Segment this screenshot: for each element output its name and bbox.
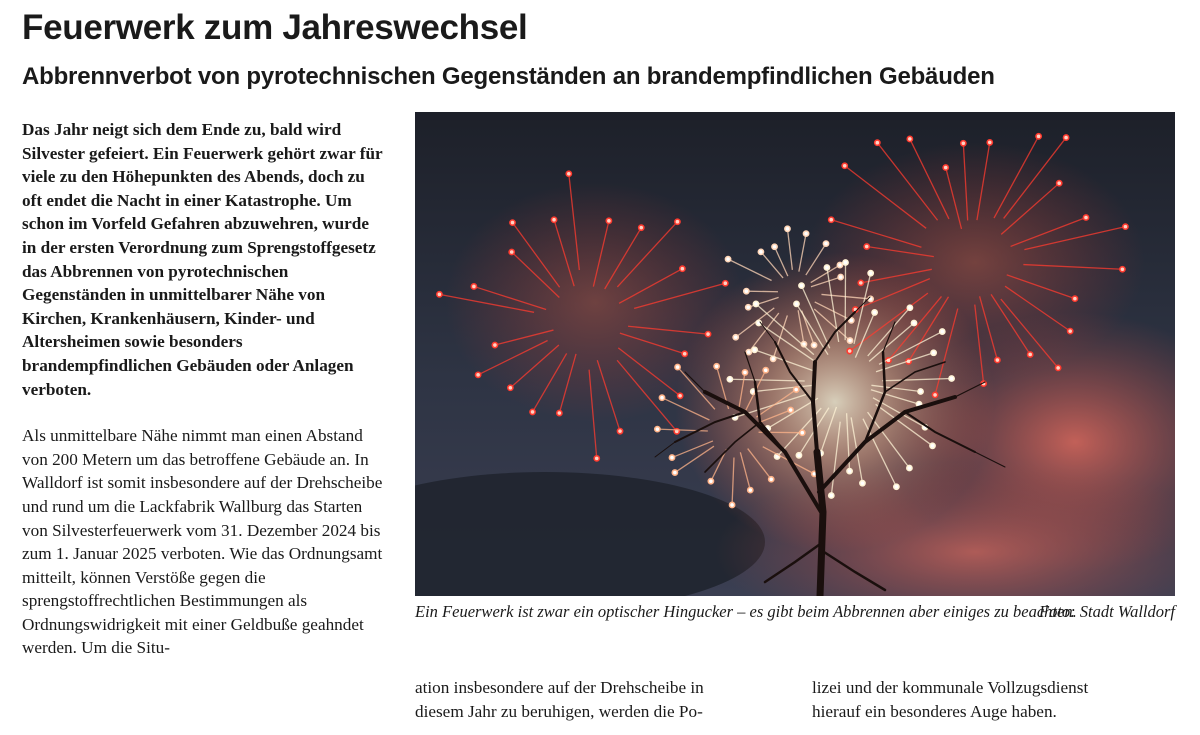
firework-spark xyxy=(907,305,912,310)
firework-spark xyxy=(557,410,562,415)
firework-spark xyxy=(788,407,793,412)
firework-spark xyxy=(796,453,801,458)
firework-spark xyxy=(708,479,713,484)
firework-spark xyxy=(729,502,734,507)
firework-spark xyxy=(705,332,710,337)
article-text-line: lizei und der kommunale Vollzugsdienst xyxy=(812,678,1089,697)
firework-spark xyxy=(829,217,834,222)
photo-caption-text: Ein Feuerwerk ist zwar ein optischer Hingucker – es gibt beim Abbrennen aber einiges zu beachten. xyxy=(415,602,1077,621)
article-lead-paragraph: Das Jahr neigt sich dem Ende zu, bald wird Silvester gefeiert. Ein Feuerwerk gehört zwar für viele zu den Höhepunkten des Abends, doch zu oft endet die Nacht in einer Katastrophe. Um schon im Vorfeld Gefahren abzuwehren, wurde in der ersten Verordnung zum Sprengstoffgesetz das Abbrennen von pyrotechnischen Gegenständen in unmittelbarer Nähe von Kirchen, Krankenhäusern, Kinder- und Altersheimen sowie besonders brandempfindlichen Gebäuden oder Anlagen verboten. xyxy=(22,120,383,399)
firework-spark xyxy=(669,455,674,460)
firework-spark xyxy=(803,231,808,236)
firework-spark xyxy=(746,350,751,355)
firework-spark xyxy=(1083,215,1088,220)
firework-spark xyxy=(566,171,571,176)
firework-spark xyxy=(1120,267,1125,272)
firework-spark xyxy=(872,310,877,315)
firework-spark xyxy=(858,280,863,285)
firework-spark xyxy=(943,165,948,170)
article-headline: Feuerwerk zum Jahreswechsel xyxy=(22,8,528,47)
firework-spark xyxy=(744,289,749,294)
firework-spark xyxy=(769,477,774,482)
firework-spark xyxy=(437,292,442,297)
firework-spark xyxy=(794,387,799,392)
firework-spark xyxy=(714,364,719,369)
firework-spark xyxy=(931,350,936,355)
firework-spark xyxy=(843,260,848,265)
firework-spark xyxy=(675,364,680,369)
firework-spark xyxy=(682,351,687,356)
firework-spark xyxy=(492,342,497,347)
firework-spark xyxy=(1028,352,1033,357)
firework-spark xyxy=(838,274,843,279)
firework-spark xyxy=(961,141,966,146)
article-text-line: ation insbesondere auf der Drehscheibe in xyxy=(415,678,704,697)
firework-spark xyxy=(1036,134,1041,139)
firework-spark xyxy=(837,262,842,267)
firework-spark xyxy=(733,335,738,340)
firework-spark xyxy=(655,427,660,432)
firework-spark xyxy=(911,320,916,325)
article-subheadline: Abbrennverbot von pyrotechnischen Gegenständen an brandempfindlichen Gebäuden xyxy=(22,63,995,90)
firework-spark xyxy=(675,219,680,224)
firework-spark xyxy=(763,368,768,373)
firework-spark xyxy=(606,218,611,223)
firework-spark xyxy=(864,244,869,249)
firework-spark xyxy=(723,281,728,286)
firework-spark xyxy=(672,470,677,475)
firework-spark xyxy=(829,493,834,498)
firework-spark xyxy=(680,266,685,271)
firework-spark xyxy=(842,163,847,168)
firework-spark xyxy=(847,348,852,353)
firework-spark xyxy=(1072,296,1077,301)
firework-spark xyxy=(746,305,751,310)
article-column-middle xyxy=(415,676,779,723)
firework-spark xyxy=(678,393,683,398)
firework-spark xyxy=(907,136,912,141)
firework-spark xyxy=(823,241,828,246)
firework-spark xyxy=(530,409,535,414)
firework-spark xyxy=(471,284,476,289)
firework-spark xyxy=(727,377,732,382)
article-text-line: diesem Jahr zu beruhigen, werden die Po- xyxy=(415,701,703,721)
firework-spark xyxy=(551,217,556,222)
firework-spark xyxy=(748,487,753,492)
firework-spark xyxy=(742,370,747,375)
firework-spark xyxy=(930,443,935,448)
firework-spark xyxy=(476,372,481,377)
firework-spark xyxy=(510,220,515,225)
firework-spark xyxy=(847,338,852,343)
firework-spark xyxy=(875,140,880,145)
article-column-right xyxy=(812,676,1174,723)
firework-spark xyxy=(1068,329,1073,334)
firework-spark xyxy=(799,283,804,288)
firework-spark xyxy=(800,430,805,435)
firework-spark xyxy=(811,343,816,348)
firework-spark xyxy=(940,329,945,334)
firework-spark xyxy=(594,456,599,461)
firework-spark xyxy=(772,244,777,249)
firework-spark xyxy=(1123,224,1128,229)
firework-spark xyxy=(1063,135,1068,140)
firework-trail xyxy=(746,291,778,292)
firework-spark xyxy=(1056,365,1061,370)
firework-spark xyxy=(918,389,923,394)
firework-spark xyxy=(509,249,514,254)
firework-spark xyxy=(907,465,912,470)
firework-spark xyxy=(758,249,763,254)
firework-spark xyxy=(752,347,757,352)
photo-caption xyxy=(415,600,1175,623)
article-text-line: hierauf ein besonderes Auge haben. xyxy=(812,701,1057,721)
article-body-paragraph: Als unmittelbare Nähe nimmt man einen Abstand von 200 Metern um das betroffene Gebäude an. In Walldorf ist somit insbesondere auf der Drehscheibe und rund um die Lackfabrik Wallburg das Starten von Silvesterfeuerwerk vom 31. Dezember 2024 bis zum 1. Januar 2025 verboten. Wie das Ordnungsamt mitteilt, können Verstöße gegen die sprengstoffrechtlichen Bestimmungen als Ordnungswidrigkeit mit einer Geldbuße geahndet werden. Um die Situ- xyxy=(22,426,383,658)
firework-spark xyxy=(659,395,664,400)
firework-spark xyxy=(868,271,873,276)
fireworks-photo xyxy=(415,112,1175,596)
firework-spark xyxy=(949,376,954,381)
firework-spark xyxy=(785,226,790,231)
firework-spark xyxy=(508,385,513,390)
firework-spark xyxy=(987,140,992,145)
article-column-left xyxy=(22,118,384,660)
photo-credit: Foto: Stadt Walldorf xyxy=(1039,602,1175,621)
firework-spark xyxy=(639,225,644,230)
firework-spark xyxy=(725,257,730,262)
firework-spark xyxy=(824,265,829,270)
firework-spark xyxy=(860,481,865,486)
firework-spark xyxy=(847,469,852,474)
firework-spark xyxy=(1057,181,1062,186)
firework-spark xyxy=(894,484,899,489)
firework-spark xyxy=(794,301,799,306)
firework-spark xyxy=(995,357,1000,362)
firework-spark xyxy=(617,429,622,434)
firework-spark xyxy=(753,301,758,306)
firework-spark xyxy=(932,392,937,397)
